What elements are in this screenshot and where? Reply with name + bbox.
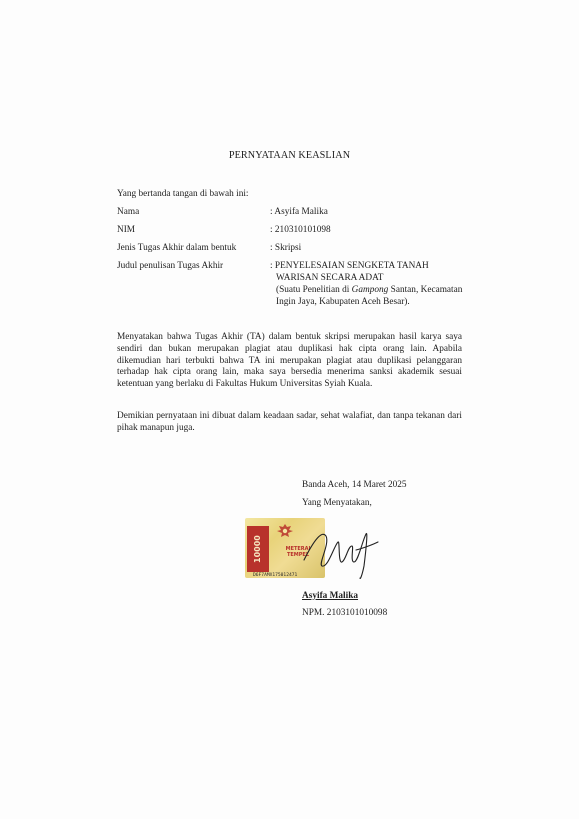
closing-paragraph: Demikian pernyataan ini dibuat dalam keadaan sadar, sehat walafiat, dan tanpa tekanan dari pihak manapun juga. — [117, 411, 462, 433]
field-label: NIM — [117, 225, 136, 235]
signer-npm: NPM. 2103101010098 — [302, 608, 388, 618]
field-label: Nama — [117, 207, 140, 217]
stamp-serial: D6F7AMX175012471 — [253, 573, 298, 578]
garuda-emblem-icon — [275, 522, 295, 540]
field-label: Judul penulisan Tugas Akhir — [117, 261, 224, 271]
judul-note-prefix: (Suatu Penelitian di — [276, 285, 352, 295]
signer-name: Asyifa Malika — [302, 591, 359, 601]
statement-paragraph: Menyatakan bahwa Tugas Akhir (TA) dalam bentuk skripsi merupakan hasil karya saya sendiri dan bukan merupakan plagiat atau duplikasi hak cipta orang lain. Apabila dikemudian hari terbukti bahwa TA ini merupakan plagiat atau duplikasi pelanggaran terhadap hak cipta orang lain, maka saya bersedia menerima sanksi akademik sesuai ketentuan yang berlaku di Fakultas Hukum Universitas Syiah Kuala. — [117, 332, 462, 390]
handwritten-signature — [300, 520, 380, 582]
judul-line-1: : PENYELESAIAN SENGKETA TANAH — [270, 261, 429, 271]
judul-note-suffix: Santan, Kecamatan Ingin Jaya, Kabupaten Aceh Besar). — [276, 285, 463, 307]
place-date: Banda Aceh, 14 Maret 2025 — [302, 480, 407, 490]
intro-text: Yang bertanda tangan di bawah ini: — [117, 189, 249, 199]
stamp-value: 10000 — [247, 526, 269, 572]
page-title: PERNYATAAN KEASLIAN — [228, 150, 351, 161]
judul-line-2: WARISAN SECARA ADAT — [276, 273, 384, 283]
signer-role: Yang Menyatakan, — [302, 498, 372, 508]
field-label: Jenis Tugas Akhir dalam bentuk — [117, 243, 237, 253]
stamp-label-1: METERAI — [285, 546, 311, 552]
field-value: : Skripsi — [270, 243, 302, 253]
field-value-judul — [270, 260, 470, 308]
judul-note-em: Gampong — [351, 285, 389, 295]
judul-note — [270, 284, 470, 308]
stamp-label-2: TEMPEL — [286, 552, 310, 558]
field-value: : Asyifa Malika — [270, 207, 328, 217]
field-value: : 210310101098 — [270, 225, 331, 235]
